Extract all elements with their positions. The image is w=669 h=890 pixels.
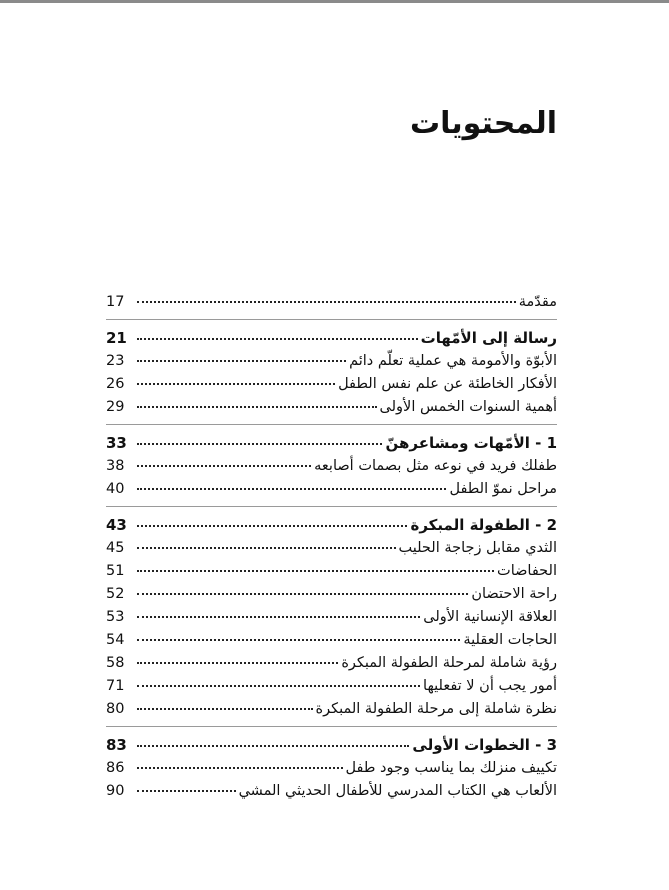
dot-leader (137, 580, 468, 595)
dot-leader (137, 452, 311, 467)
dot-leader (137, 603, 420, 618)
dot-leader (137, 754, 343, 769)
toc-page-number: 58 (106, 655, 125, 672)
toc-entry-label: الحاجات العقلية (463, 632, 557, 649)
toc-section-label: 1 - الأمّهات ومشاعرهنّ (385, 433, 557, 452)
section-divider (106, 506, 557, 507)
toc-entry-label: أهمية السنوات الخمس الأولى (379, 399, 557, 416)
dot-leader (137, 649, 338, 664)
toc-page-number: 21 (106, 328, 127, 347)
toc-entry[interactable] (106, 780, 557, 803)
toc-page-number: 83 (106, 735, 127, 754)
dot-leader (137, 393, 377, 408)
dot-leader (137, 557, 494, 572)
section-divider (106, 726, 557, 727)
top-border (0, 0, 669, 3)
toc-entry-label: راحة الاحتضان (471, 586, 557, 603)
page-title: المحتويات (409, 106, 557, 141)
toc-page-number: 40 (106, 481, 125, 498)
dot-leader (137, 731, 409, 747)
toc-entry[interactable] (106, 396, 557, 419)
toc-page-number: 23 (106, 353, 125, 370)
dot-leader (137, 695, 313, 710)
dot-leader (137, 288, 516, 303)
dot-leader (137, 475, 446, 490)
toc-page-number: 38 (106, 458, 125, 475)
dot-leader (137, 370, 335, 385)
toc-entry-label: أمور يجب أن لا تفعليها (423, 678, 557, 695)
toc-entry-label: الحفاضات (497, 563, 557, 580)
toc-page-number: 17 (106, 294, 125, 311)
toc-page-number: 53 (106, 609, 125, 626)
toc-page-number: 45 (106, 540, 125, 557)
toc-page-number: 86 (106, 760, 125, 777)
toc-page-number: 90 (106, 783, 125, 800)
toc-entry-intro[interactable] (106, 291, 557, 314)
dot-leader (137, 626, 460, 641)
toc-section-label: 3 - الخطوات الأولى (412, 735, 557, 754)
dot-leader (137, 429, 382, 445)
dot-leader (137, 672, 420, 687)
toc-section-label: رسالة إلى الأمّهات (420, 328, 557, 347)
toc-page-number: 51 (106, 563, 125, 580)
section-divider (106, 319, 557, 320)
toc-entry-label: الأبوّة والأمومة هي عملية تعلّم دائم (349, 353, 557, 370)
toc-page-number: 26 (106, 376, 125, 393)
toc-entry-label: مراحل نموّ الطفل (449, 481, 557, 498)
toc-entry-label: مقدّمة (518, 294, 557, 311)
toc-entry[interactable] (106, 478, 557, 501)
toc-entry-label: رؤية شاملة لمرحلة الطفولة المبكرة (341, 655, 557, 672)
toc-page-number: 71 (106, 678, 125, 695)
toc-entry-label: الألعاب هي الكتاب المدرسي للأطفال الحديثي المشي (238, 783, 557, 800)
dot-leader (137, 511, 407, 527)
toc-page-number: 33 (106, 433, 127, 452)
toc-page-number: 80 (106, 701, 125, 718)
dot-leader (137, 777, 236, 792)
dot-leader (137, 347, 346, 362)
toc-page-number: 52 (106, 586, 125, 603)
dot-leader (137, 324, 418, 340)
toc-entry-label: الثدي مقابل زجاجة الحليب (398, 540, 557, 557)
dot-leader (137, 534, 396, 549)
toc-entry[interactable] (106, 698, 557, 721)
toc-entry-label: الأفكار الخاطئة عن علم نفس الطفل (338, 376, 557, 393)
section-divider (106, 424, 557, 425)
toc-section-label: 2 - الطفولة المبكرة (410, 515, 557, 534)
toc-page-number: 29 (106, 399, 125, 416)
toc-entry-label: نظرة شاملة إلى مرحلة الطفولة المبكرة (315, 701, 557, 718)
toc-entry-label: طفلك فريد في نوعه مثل بصمات أصابعه (314, 458, 557, 475)
toc-page-number: 43 (106, 515, 127, 534)
toc-entry-label: العلاقة الإنسانية الأولى (423, 609, 557, 626)
toc-page-number: 54 (106, 632, 125, 649)
toc-entry-label: تكييف منزلك بما يناسب وجود طفل (345, 760, 557, 777)
table-of-contents (106, 291, 557, 803)
